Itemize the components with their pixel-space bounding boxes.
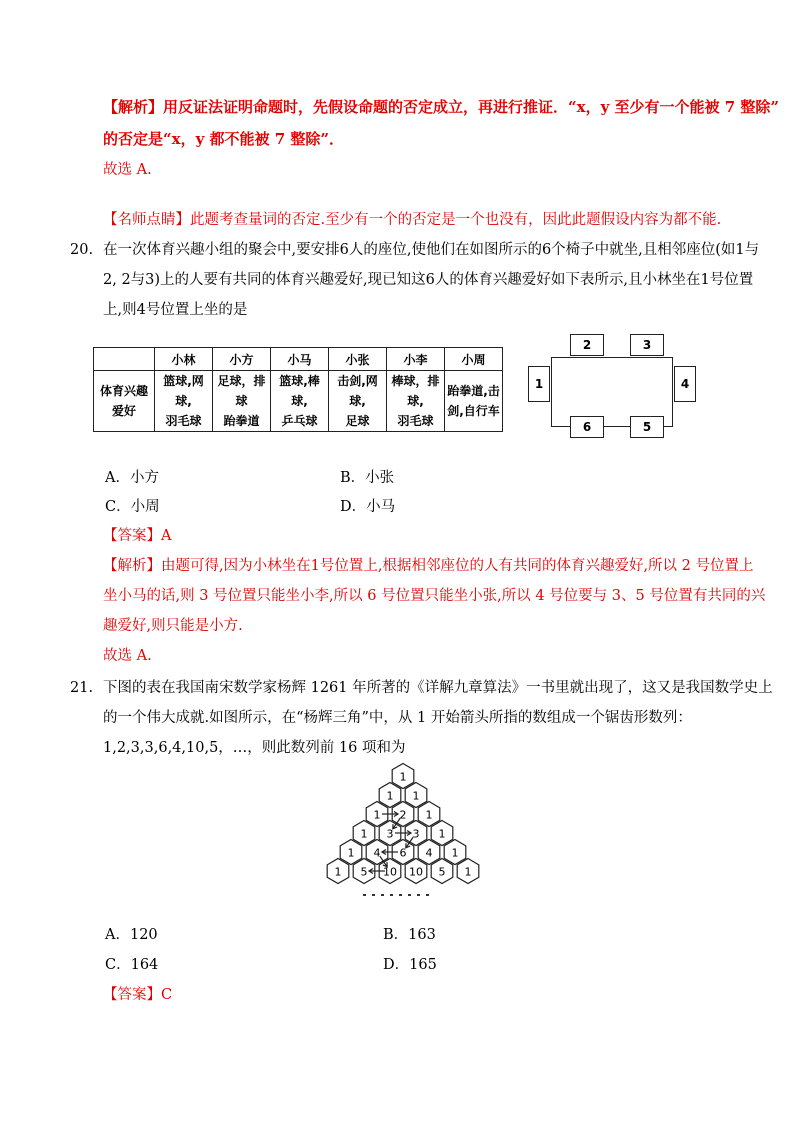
option-20-c: C．小周 [105,499,160,515]
cell-line: 跆拳道 [223,414,260,428]
cell-line: 篮球,棒球, [279,374,320,408]
hobby-table [93,347,503,432]
question-20-line1: 在一次体育兴趣小组的聚会中,要安排6人的座位,使他们在如图所示的6个椅子中就坐,且相邻座位(如1与 [103,242,760,258]
table-header-cell: 小周 [445,348,503,371]
ellipsis-dot [363,894,366,896]
row-label-line: 爱好 [111,404,136,418]
hex-value: 1 [399,770,407,784]
cell-line: 棒球，排球, [391,374,440,408]
hex-value: 1 [373,808,381,822]
question-21-line1: 下图的表在我国南宋数学家杨辉 1261 年所著的《详解九章算法》一书里就出现了，这又是我国数学史上 [103,680,773,696]
hex-value: 1 [360,827,368,841]
option-21-c: C．164 [105,957,159,973]
hex-value: 1 [464,865,472,879]
hex-value: 3 [412,827,420,841]
hex-value: 10 [409,865,423,879]
question-20-line2: 2, 2与3)上的人要有共同的体育兴趣爱好,现已知这6人的体育兴趣爱好如下表所示,且小林坐在1号位置 [103,272,754,288]
cell-line: 剑,自行车 [447,404,500,418]
table-header-cell: 小方 [213,348,271,371]
option-21-b: B．163 [383,927,436,943]
option-20-b: B．小张 [340,470,395,486]
option-20-a: A．小方 [105,470,159,486]
table-cell [271,371,329,432]
seat-4: 4 [674,366,696,402]
choice-20: 故选 A. [103,648,152,664]
cell-line: 乒乓球 [281,414,318,428]
hex-value: 1 [425,808,433,822]
hex-value: 6 [399,846,407,860]
seat-6: 6 [570,416,604,438]
hex-value: 1 [334,865,342,879]
ellipsis-dot [417,894,420,896]
option-21-a: A．120 [105,927,158,943]
table-header-cell: 小林 [155,348,213,371]
question-20-number: 20. [70,242,94,258]
seat-5: 5 [630,416,664,438]
cell-line: 羽毛球 [397,414,434,428]
hex-value: 1 [412,789,420,803]
cell-line: 足球 [345,414,370,428]
hex-value: 4 [425,846,433,860]
answer-20: 【答案】A [103,528,172,544]
table-row-label [94,371,155,432]
table-header-cell: 小张 [329,348,387,371]
hex-value: 1 [438,827,446,841]
question-21-line3: 1,2,3,3,6,4,10,5，…，则此数列前 16 项和为 [103,740,406,756]
hex-value: 1 [386,789,394,803]
cell-line: 篮球,网球, [163,374,204,408]
table-cell [155,371,213,432]
answer-21: 【答案】C [103,987,173,1003]
question-21-number: 21. [70,680,94,696]
seat-1: 1 [528,366,550,402]
analysis-19-line2: 的否定是“x，y 都不能被 7 整除”． [103,130,345,148]
row-label-line: 体育兴趣 [99,384,148,398]
hex-value: 5 [360,865,368,879]
cell-line: 足球，排球 [217,374,266,408]
yang-hui-triangle-diagram [318,762,488,902]
option-21-d: D．165 [383,957,437,973]
table-header-cell: 小李 [387,348,445,371]
seat-3: 3 [630,334,664,356]
ellipsis-dot [399,894,402,896]
ellipsis-dot [372,894,375,896]
analysis-20-line2: 坐小马的话,则 3 号位置只能坐小李,所以 6 号位置只能坐小张,所以 4 号位要与 3、5 号位置有共同的兴 [103,588,766,604]
cell-line: 羽毛球 [165,414,202,428]
analysis-20-line3: 趣爱好,则只能是小方. [103,618,243,634]
table-cell [445,371,503,432]
hex-value: 5 [438,865,446,879]
tip-19: 【名师点睛】此题考查量词的否定.至少有一个的否定是一个也没有，因此此题假设内容为都不能. [103,212,722,228]
question-21-line2: 的一个伟大成就.如图所示，在“杨辉三角”中，从 1 开始箭头所指的数组成一个锯齿形数列： [103,710,692,726]
hex-value: 10 [383,865,397,879]
table-cell [387,371,445,432]
analysis-19-line1: 【解析】用反证法证明命题时，先假设命题的否定成立，再进行推证．“x，y 至少有一个能被 7 整除” [103,98,780,116]
ellipsis-dot [408,894,411,896]
analysis-20-line1: 【解析】由题可得,因为小林坐在1号位置上,根据相邻座位的人有共同的体育兴趣爱好,所以 2 号位置上 [103,558,754,574]
hex-value: 1 [347,846,355,860]
cell-line: 击剑,网球, [337,374,378,408]
hex-value: 1 [451,846,459,860]
table-header-cell [94,348,155,371]
question-20-line3: 上,则4号位置上坐的是 [103,302,248,318]
table-header-cell: 小马 [271,348,329,371]
hex-value: 2 [399,808,407,822]
ellipsis-dot [426,894,429,896]
cell-line: 跆拳道,击 [447,384,500,398]
hex-value: 4 [373,846,381,860]
seat-2: 2 [570,334,604,356]
table-cell [329,371,387,432]
ellipsis-dot [390,894,393,896]
table-cell [213,371,271,432]
ellipsis-dot [381,894,384,896]
choice-19: 故选 A. [103,162,152,178]
hex-value: 3 [386,827,394,841]
option-20-d: D．小马 [340,499,396,515]
